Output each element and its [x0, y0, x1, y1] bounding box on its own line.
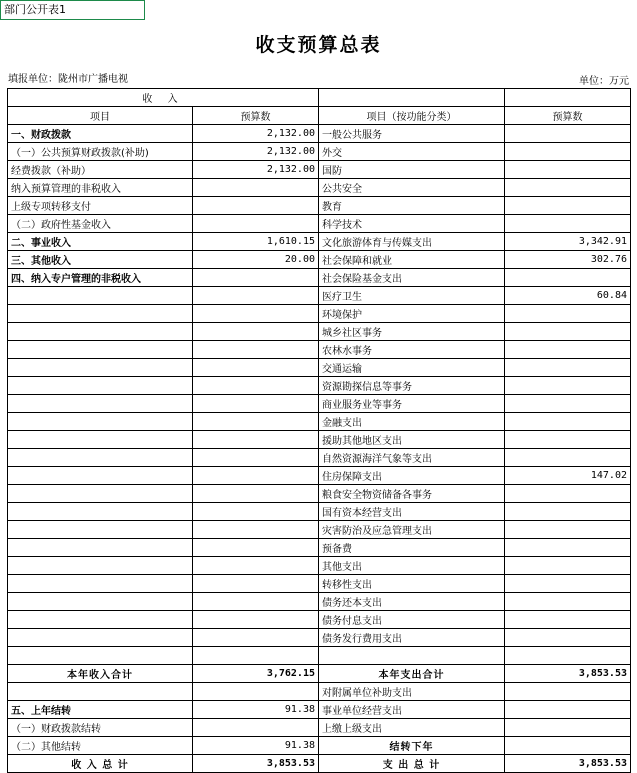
expense-item-cell[interactable]: 环境保护 — [319, 305, 505, 323]
sheet-name-box[interactable]: 部门公开表1 — [0, 0, 145, 20]
col-income-budget: 预算数 — [193, 107, 319, 125]
table-row — [8, 593, 631, 611]
expense-item-cell[interactable]: 社会保险基金支出 — [319, 269, 505, 287]
income-amount-cell[interactable] — [193, 629, 319, 647]
table-row — [8, 143, 631, 161]
income-amount-cell[interactable] — [193, 485, 319, 503]
income-item-cell[interactable] — [8, 557, 193, 575]
income-item-cell[interactable] — [8, 593, 193, 611]
income-item-cell[interactable] — [8, 413, 193, 431]
table-row — [8, 215, 631, 233]
income-item-cell[interactable] — [8, 341, 193, 359]
income-item-cell[interactable] — [8, 323, 193, 341]
expense-amount-cell[interactable] — [505, 521, 631, 539]
table-row — [8, 251, 631, 269]
table-row — [8, 539, 631, 557]
expense-item-cell[interactable]: 本年支出合计 — [319, 665, 505, 683]
expense-item-cell[interactable]: 债务付息支出 — [319, 611, 505, 629]
expense-item-cell[interactable]: 文化旅游体育与传媒支出 — [319, 233, 505, 251]
income-amount-cell[interactable] — [193, 593, 319, 611]
expense-amount-cell[interactable]: 147.02 — [505, 467, 631, 485]
income-item-cell[interactable]: （二）政府性基金收入 — [8, 215, 193, 233]
col-income-item: 项目 — [8, 107, 193, 125]
table-row — [8, 755, 631, 773]
income-item-cell[interactable]: 二、事业收入 — [8, 233, 193, 251]
income-amount-cell[interactable] — [193, 413, 319, 431]
income-item-cell[interactable] — [8, 449, 193, 467]
income-item-cell[interactable]: 经费拨款（补助） — [8, 161, 193, 179]
page-title: 收支预算总表 — [255, 34, 382, 56]
expense-item-cell[interactable]: 商业服务业等事务 — [319, 395, 505, 413]
expense-item-cell[interactable]: 转移性支出 — [319, 575, 505, 593]
income-item-cell[interactable] — [8, 305, 193, 323]
expense-amount-cell[interactable] — [505, 323, 631, 341]
expense-amount-cell[interactable] — [505, 593, 631, 611]
income-item-cell[interactable]: 五、上年结转 — [8, 701, 193, 719]
income-amount-cell[interactable]: 91.38 — [193, 701, 319, 719]
expense-item-cell[interactable]: 社会保障和就业 — [319, 251, 505, 269]
table-row — [8, 341, 631, 359]
column-header-row — [8, 107, 631, 125]
amount-unit-label: 单位：万元 — [579, 76, 629, 87]
col-expense-item: 项目（按功能分类） — [319, 107, 505, 125]
expense-item-cell[interactable]: 农林水事务 — [319, 341, 505, 359]
income-item-cell[interactable]: （一）公共预算财政拨款(补助) — [8, 143, 193, 161]
expense-item-cell[interactable]: 公共安全 — [319, 179, 505, 197]
expense-amount-cell[interactable] — [505, 377, 631, 395]
income-amount-cell[interactable] — [193, 719, 319, 737]
income-item-cell[interactable]: 上级专项转移支付 — [8, 197, 193, 215]
income-amount-cell[interactable] — [193, 467, 319, 485]
expense-item-cell[interactable]: 资源勘探信息等事务 — [319, 377, 505, 395]
table-row — [8, 629, 631, 647]
expense-item-cell[interactable]: 上缴上级支出 — [319, 719, 505, 737]
expense-item-cell[interactable]: 对附属单位补助支出 — [319, 683, 505, 701]
expense-item-cell[interactable]: 债务还本支出 — [319, 593, 505, 611]
income-item-cell[interactable] — [8, 503, 193, 521]
expense-item-cell[interactable]: 国防 — [319, 161, 505, 179]
expense-amount-cell[interactable] — [505, 701, 631, 719]
income-item-cell[interactable] — [8, 377, 193, 395]
income-amount-cell[interactable]: 2,132.00 — [193, 125, 319, 143]
table-row — [8, 467, 631, 485]
income-item-cell[interactable] — [8, 431, 193, 449]
income-amount-cell[interactable] — [193, 269, 319, 287]
income-item-cell[interactable]: 四、纳入专户管理的非税收入 — [8, 269, 193, 287]
income-amount-cell[interactable] — [193, 611, 319, 629]
income-amount-cell[interactable] — [193, 359, 319, 377]
income-amount-cell[interactable]: 3,853.53 — [193, 755, 319, 773]
expense-amount-cell[interactable] — [505, 143, 631, 161]
income-amount-cell[interactable] — [193, 431, 319, 449]
table-row — [8, 575, 631, 593]
expense-item-cell[interactable]: 支 出 总 计 — [319, 755, 505, 773]
expense-band-right — [505, 89, 631, 107]
income-item-cell[interactable]: （一）财政拨款结转 — [8, 719, 193, 737]
table-row — [8, 197, 631, 215]
income-amount-cell[interactable] — [193, 503, 319, 521]
income-item-cell[interactable] — [8, 359, 193, 377]
income-item-cell[interactable]: 一、财政拨款 — [8, 125, 193, 143]
expense-amount-cell[interactable]: 3,342.91 — [505, 233, 631, 251]
table-row — [8, 485, 631, 503]
table-row — [8, 125, 631, 143]
expense-item-cell[interactable]: 交通运输 — [319, 359, 505, 377]
band-row — [8, 89, 631, 107]
expense-amount-cell[interactable] — [505, 737, 631, 755]
table-row — [8, 737, 631, 755]
income-amount-cell[interactable] — [193, 341, 319, 359]
expense-item-cell[interactable]: 预备费 — [319, 539, 505, 557]
table-row — [8, 359, 631, 377]
income-amount-cell[interactable] — [193, 539, 319, 557]
income-item-cell[interactable] — [8, 539, 193, 557]
expense-item-cell[interactable]: 住房保障支出 — [319, 467, 505, 485]
income-amount-cell[interactable]: 2,132.00 — [193, 161, 319, 179]
expense-item-cell[interactable]: 结转下年 — [319, 737, 505, 755]
expense-item-cell[interactable]: 一般公共服务 — [319, 125, 505, 143]
expense-amount-cell[interactable] — [505, 359, 631, 377]
expense-amount-cell[interactable] — [505, 431, 631, 449]
income-amount-cell[interactable] — [193, 215, 319, 233]
table-row — [8, 377, 631, 395]
income-item-cell[interactable] — [8, 485, 193, 503]
expense-amount-cell[interactable] — [505, 449, 631, 467]
expense-amount-cell[interactable]: 3,853.53 — [505, 665, 631, 683]
income-amount-cell[interactable] — [193, 683, 319, 701]
table-row — [8, 431, 631, 449]
expense-amount-cell[interactable] — [505, 683, 631, 701]
income-item-cell[interactable]: （二）其他结转 — [8, 737, 193, 755]
expense-item-cell[interactable]: 国有资本经营支出 — [319, 503, 505, 521]
income-item-cell[interactable] — [8, 467, 193, 485]
expense-item-cell[interactable]: 事业单位经营支出 — [319, 701, 505, 719]
income-amount-cell[interactable] — [193, 395, 319, 413]
table-row — [8, 647, 631, 665]
income-amount-cell[interactable] — [193, 179, 319, 197]
expense-item-cell[interactable]: 外交 — [319, 143, 505, 161]
income-item-cell[interactable]: 三、其他收入 — [8, 251, 193, 269]
expense-amount-cell[interactable] — [505, 395, 631, 413]
income-amount-cell[interactable]: 3,762.15 — [193, 665, 319, 683]
expense-amount-cell[interactable] — [505, 629, 631, 647]
table-row — [8, 323, 631, 341]
expense-amount-cell[interactable] — [505, 719, 631, 737]
expense-amount-cell[interactable] — [505, 215, 631, 233]
expense-amount-cell[interactable]: 60.84 — [505, 287, 631, 305]
filler-unit-label: 填报单位：陇州市广播电视 — [8, 74, 128, 85]
table-row — [8, 683, 631, 701]
table-row — [8, 233, 631, 251]
expense-amount-cell[interactable] — [505, 575, 631, 593]
table-row — [8, 179, 631, 197]
expense-item-cell[interactable] — [319, 647, 505, 665]
expense-item-cell[interactable]: 教育 — [319, 197, 505, 215]
table-row — [8, 269, 631, 287]
income-amount-cell[interactable]: 91.38 — [193, 737, 319, 755]
expense-amount-cell[interactable] — [505, 305, 631, 323]
col-expense-budget: 预算数 — [505, 107, 631, 125]
table-row — [8, 557, 631, 575]
income-item-cell[interactable] — [8, 575, 193, 593]
expense-item-cell[interactable]: 粮食安全物资储备各事务 — [319, 485, 505, 503]
income-item-cell[interactable]: 纳入预算管理的非税收入 — [8, 179, 193, 197]
income-amount-cell[interactable]: 2,132.00 — [193, 143, 319, 161]
expense-amount-cell[interactable] — [505, 125, 631, 143]
expense-item-cell[interactable]: 医疗卫生 — [319, 287, 505, 305]
expense-amount-cell[interactable] — [505, 413, 631, 431]
expense-amount-cell[interactable] — [505, 503, 631, 521]
expense-amount-cell[interactable] — [505, 611, 631, 629]
table-row — [8, 665, 631, 683]
expense-amount-cell[interactable] — [505, 269, 631, 287]
expense-item-cell[interactable]: 灾害防治及应急管理支出 — [319, 521, 505, 539]
income-amount-cell[interactable] — [193, 449, 319, 467]
income-item-cell[interactable]: 本年收入合计 — [8, 665, 193, 683]
income-amount-cell[interactable] — [193, 287, 319, 305]
income-band-label: 收 入 — [8, 89, 319, 107]
table-row — [8, 287, 631, 305]
expense-amount-cell[interactable] — [505, 539, 631, 557]
table-row — [8, 395, 631, 413]
income-item-cell[interactable] — [8, 521, 193, 539]
expense-item-cell[interactable]: 其他支出 — [319, 557, 505, 575]
table-row — [8, 161, 631, 179]
income-amount-cell[interactable]: 1,610.15 — [193, 233, 319, 251]
income-item-cell[interactable] — [8, 683, 193, 701]
income-item-cell[interactable] — [8, 611, 193, 629]
income-amount-cell[interactable]: 20.00 — [193, 251, 319, 269]
income-amount-cell[interactable] — [193, 197, 319, 215]
expense-item-cell[interactable]: 科学技术 — [319, 215, 505, 233]
income-amount-cell[interactable] — [193, 323, 319, 341]
expense-amount-cell[interactable] — [505, 557, 631, 575]
income-item-cell[interactable] — [8, 629, 193, 647]
expense-amount-cell[interactable] — [505, 179, 631, 197]
table-row — [8, 701, 631, 719]
expense-item-cell[interactable]: 债务发行费用支出 — [319, 629, 505, 647]
expense-item-cell[interactable]: 自然资源海洋气象等支出 — [319, 449, 505, 467]
table-row — [8, 449, 631, 467]
expense-amount-cell[interactable]: 3,853.53 — [505, 755, 631, 773]
table-row — [8, 719, 631, 737]
table-row — [8, 521, 631, 539]
income-item-cell[interactable]: 收 入 总 计 — [8, 755, 193, 773]
budget-table — [7, 88, 631, 773]
expense-item-cell[interactable]: 援助其他地区支出 — [319, 431, 505, 449]
expense-item-cell[interactable]: 城乡社区事务 — [319, 323, 505, 341]
expense-amount-cell[interactable] — [505, 197, 631, 215]
income-amount-cell[interactable] — [193, 377, 319, 395]
expense-amount-cell[interactable] — [505, 161, 631, 179]
expense-amount-cell[interactable]: 302.76 — [505, 251, 631, 269]
income-item-cell[interactable] — [8, 647, 193, 665]
expense-amount-cell[interactable] — [505, 647, 631, 665]
expense-amount-cell[interactable] — [505, 485, 631, 503]
income-amount-cell[interactable] — [193, 305, 319, 323]
table-row — [8, 413, 631, 431]
expense-amount-cell[interactable] — [505, 341, 631, 359]
income-amount-cell[interactable] — [193, 557, 319, 575]
expense-band-left — [319, 89, 505, 107]
table-row — [8, 503, 631, 521]
table-row — [8, 611, 631, 629]
income-item-cell[interactable] — [8, 287, 193, 305]
income-amount-cell[interactable] — [193, 521, 319, 539]
table-row — [8, 305, 631, 323]
income-amount-cell[interactable] — [193, 647, 319, 665]
income-amount-cell[interactable] — [193, 575, 319, 593]
expense-item-cell[interactable]: 金融支出 — [319, 413, 505, 431]
income-item-cell[interactable] — [8, 395, 193, 413]
